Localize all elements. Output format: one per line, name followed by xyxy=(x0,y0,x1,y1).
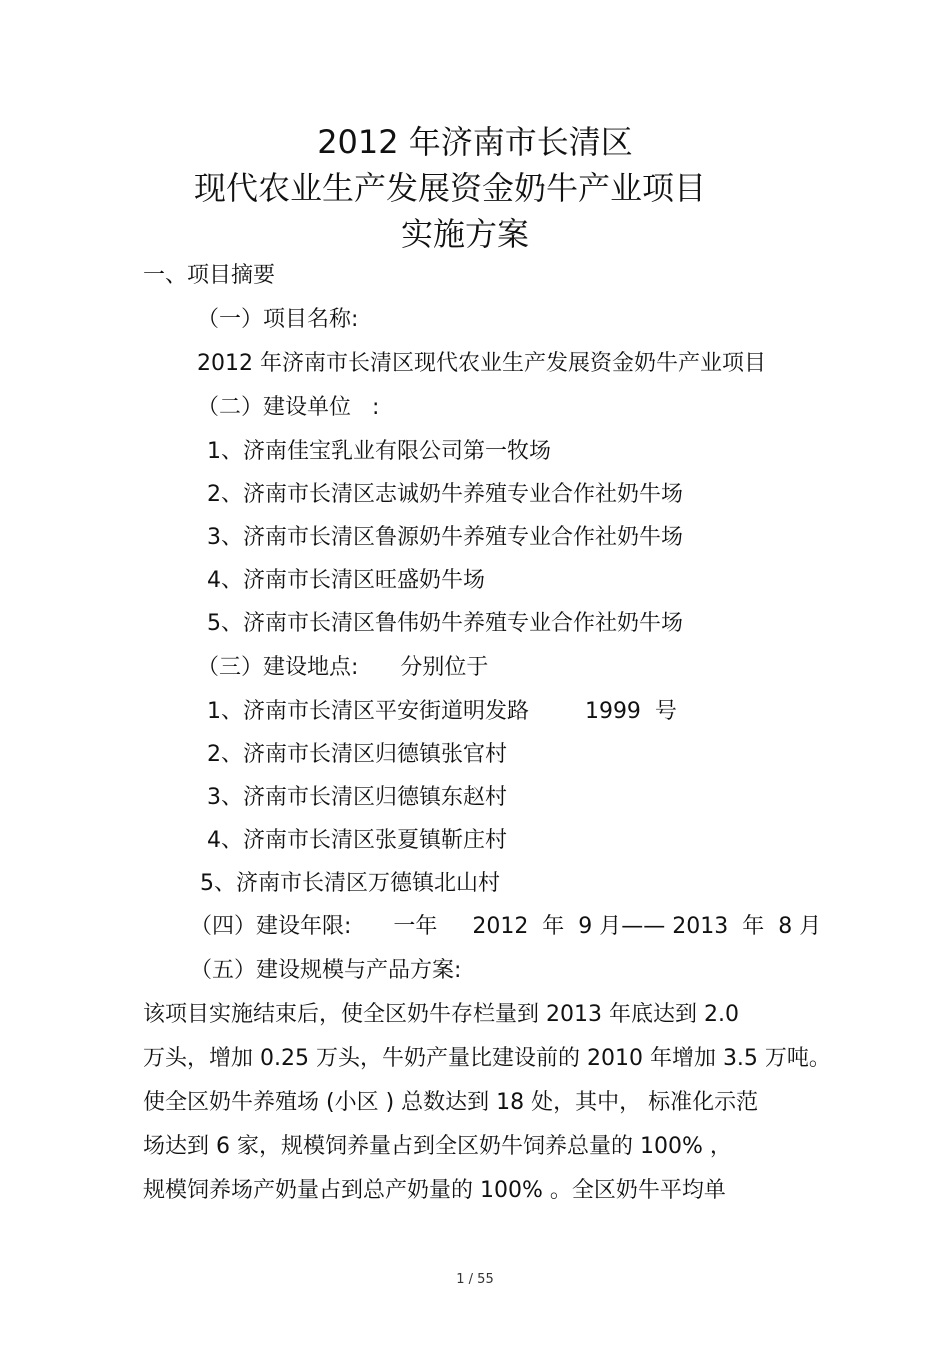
unit-item: 4、济南市长清区旺盛奶牛场 xyxy=(207,568,485,593)
paragraph-line: 场达到 6 家，规模饲养量占到全区奶牛饲养总量的 100% ， xyxy=(143,1134,732,1159)
unit-item: 5、济南市长清区鲁伟奶牛养殖专业合作社奶牛场 xyxy=(207,611,683,636)
paragraph-line: 规模饲养场产奶量占到总产奶量的 100% 。全区奶牛平均单 xyxy=(143,1178,726,1203)
paragraph-line: 万头，增加 0.25 万头，牛奶产量比建设前的 2010 年增加 3.5 万吨。 xyxy=(143,1046,831,1071)
unit-item: 2、济南市长清区志诚奶牛养殖专业合作社奶牛场 xyxy=(207,482,683,507)
location-item: 1、济南市长清区平安街道明发路 1999 号 xyxy=(207,699,677,724)
location-item: 3、济南市长清区归德镇东赵村 xyxy=(207,785,507,810)
construction-units-label: （二）建设单位 : xyxy=(197,395,380,420)
project-name-value: 2012 年济南市长清区现代农业生产发展资金奶牛产业项目 xyxy=(197,351,766,376)
project-name-label: （一）项目名称: xyxy=(197,307,359,332)
unit-item: 1、济南佳宝乳业有限公司第一牧场 xyxy=(207,439,551,464)
page-number: 1 / 55 xyxy=(456,1272,494,1287)
construction-period: （四）建设年限: 一年 2012 年 9 月—— 2013 年 8 月 xyxy=(190,914,822,939)
location-item: 2、济南市长清区归德镇张官村 xyxy=(207,742,507,767)
paragraph-line: 该项目实施结束后，使全区奶牛存栏量到 2013 年底达到 2.0 xyxy=(143,1002,739,1027)
location-item: 4、济南市长清区张夏镇靳庄村 xyxy=(207,828,507,853)
title-line-1: 2012 年济南市长清区 xyxy=(317,123,633,161)
scale-label: （五）建设规模与产品方案: xyxy=(190,958,462,983)
paragraph-line: 使全区奶牛养殖场 (小区 ) 总数达到 18 处，其中， 标准化示范 xyxy=(143,1090,759,1115)
unit-item: 3、济南市长清区鲁源奶牛养殖专业合作社奶牛场 xyxy=(207,525,683,550)
location-label: （三）建设地点: 分别位于 xyxy=(197,655,489,680)
scale-paragraph xyxy=(143,993,831,1213)
title-line-2: 现代农业生产发展资金奶牛产业项目 xyxy=(193,169,706,207)
title-line-3: 实施方案 xyxy=(400,215,529,253)
location-item: 5、济南市长清区万德镇北山村 xyxy=(200,871,500,896)
section-heading: 一、项目摘要 xyxy=(143,263,276,288)
